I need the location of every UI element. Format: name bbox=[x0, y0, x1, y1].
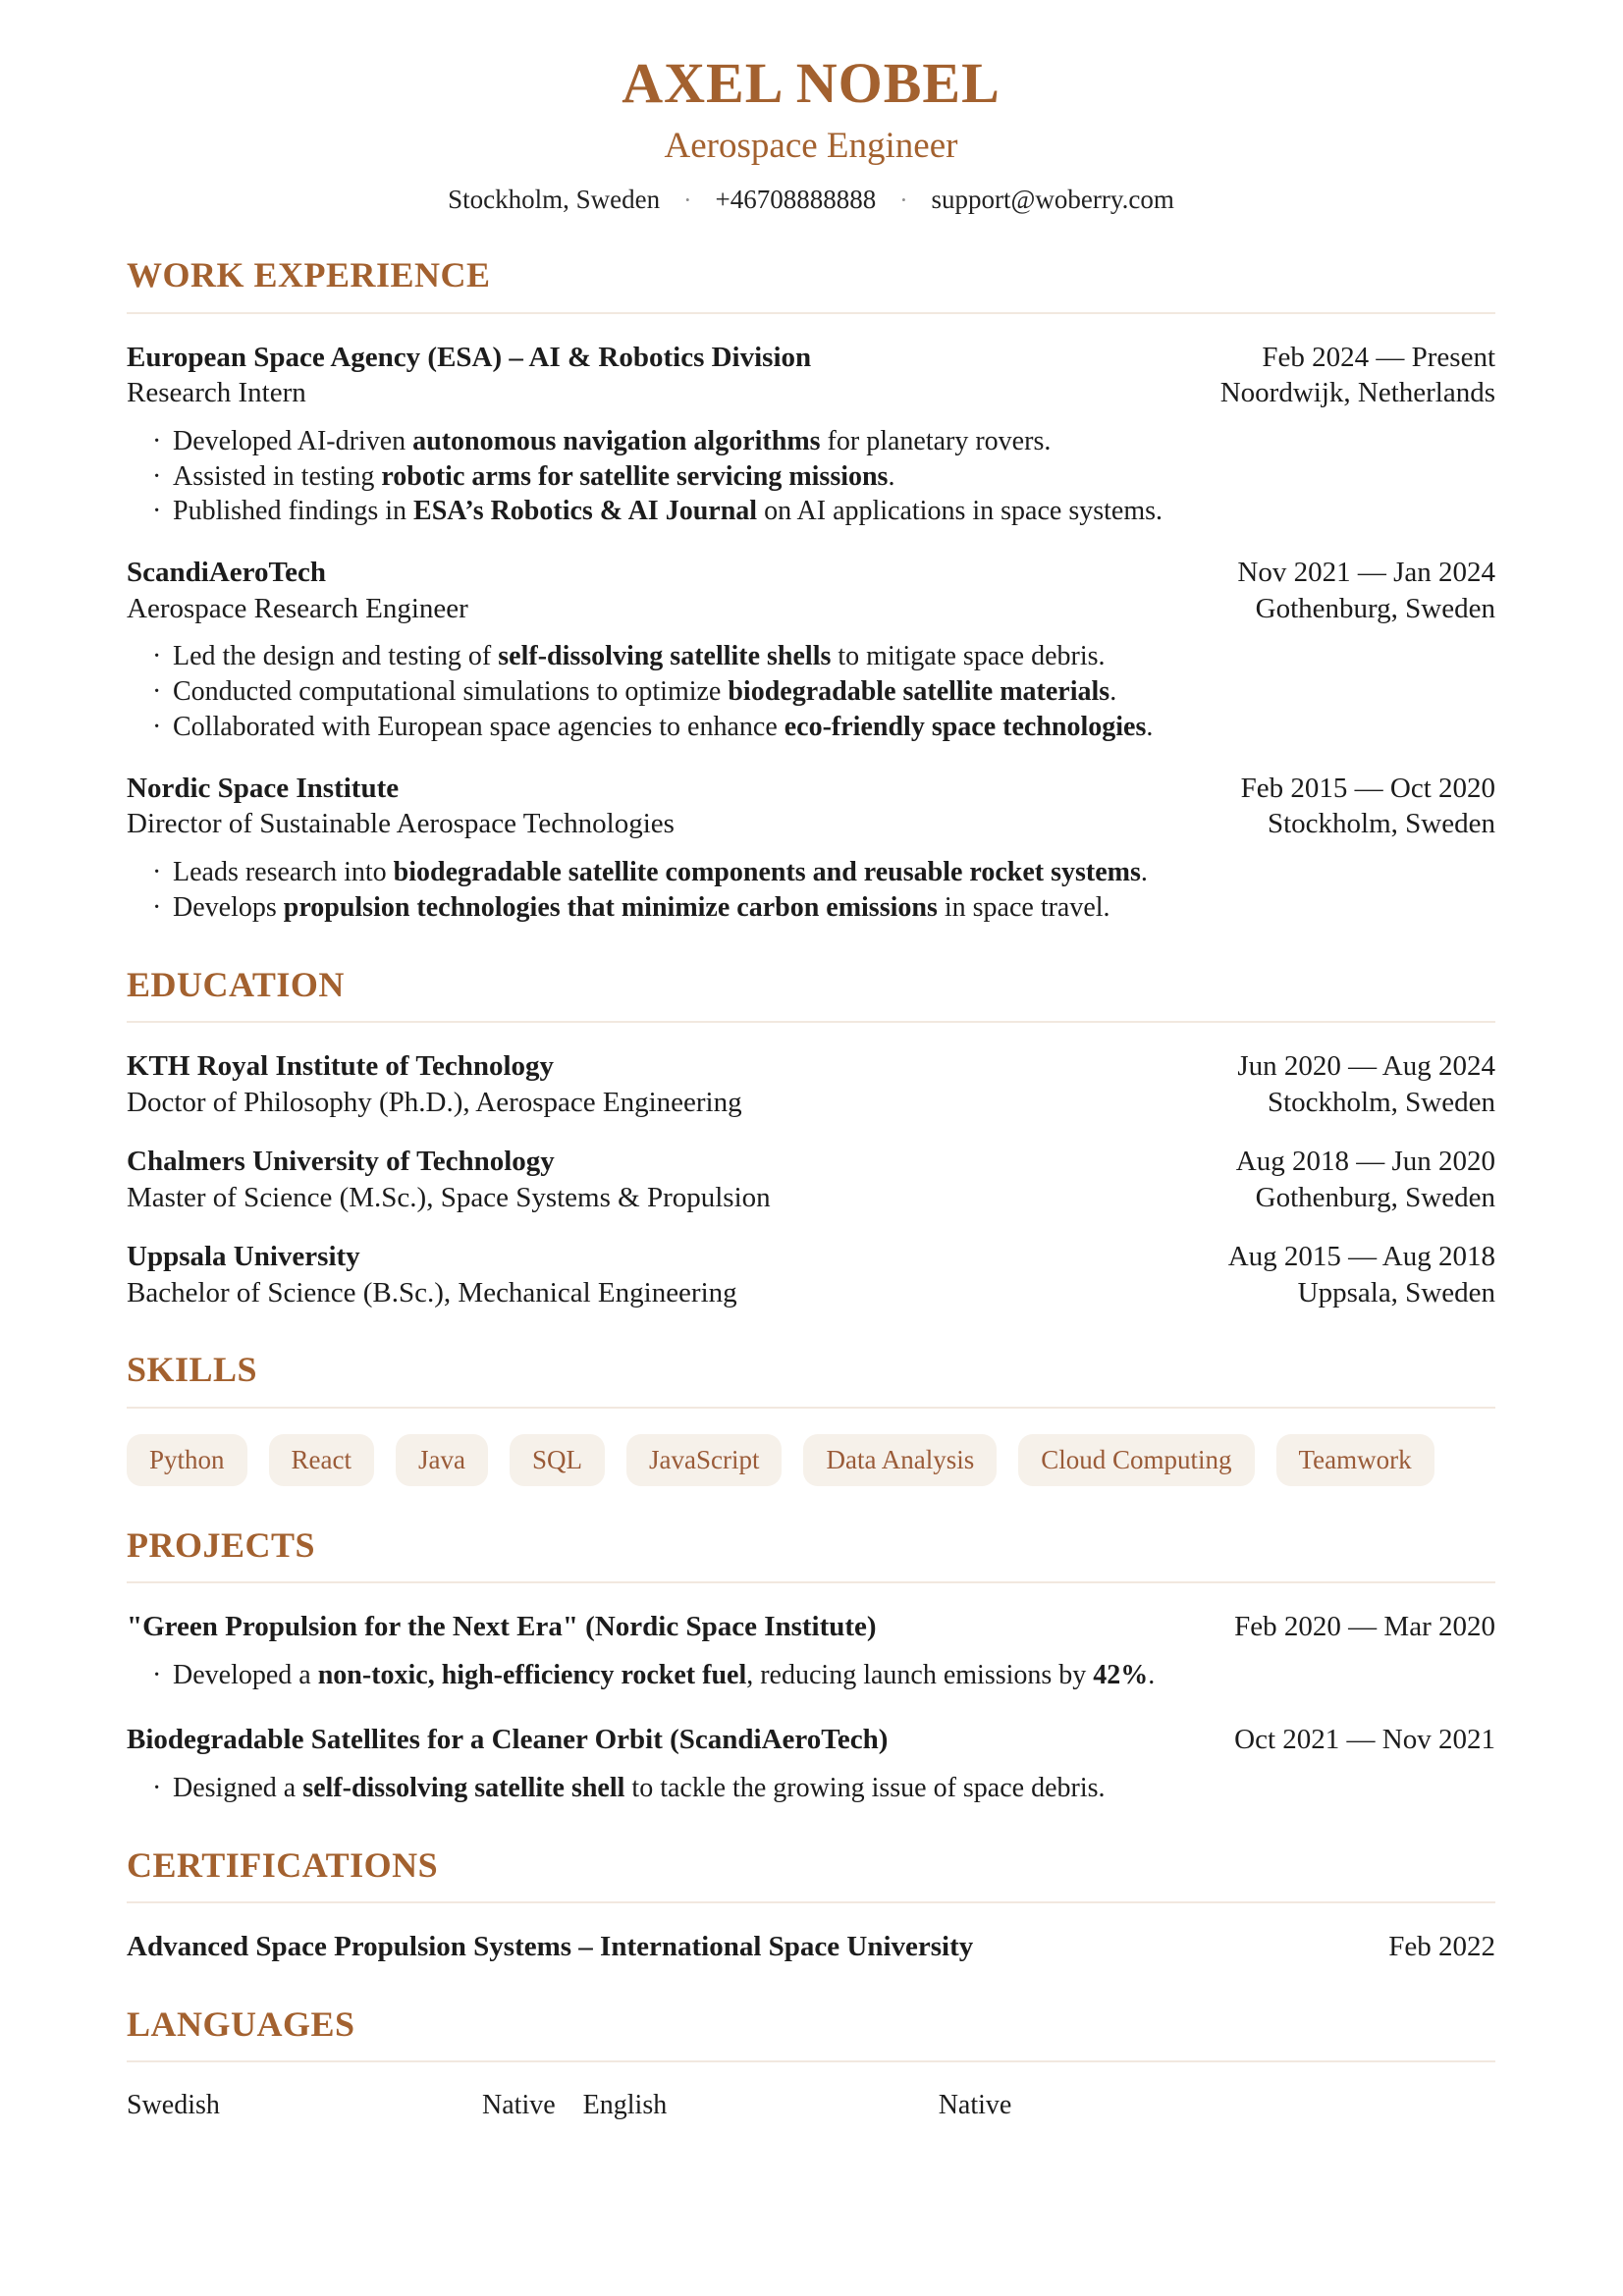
job-location: Stockholm, Sweden bbox=[1268, 808, 1495, 840]
date-range: Nov 2021 — Jan 2024 bbox=[1237, 557, 1495, 589]
resume-header bbox=[127, 51, 1495, 216]
bullet-text: Conducted computational simulations to optimize bbox=[173, 676, 729, 708]
education-entry bbox=[127, 1048, 1495, 1120]
bullet-item bbox=[173, 494, 1495, 529]
section-work-experience bbox=[127, 255, 1495, 925]
education-entry bbox=[127, 1144, 1495, 1215]
contact-location: Stockholm, Sweden bbox=[448, 185, 661, 215]
section-education bbox=[127, 965, 1495, 1311]
dot-separator-icon: · bbox=[899, 187, 908, 215]
bullet-bold-text: 42% bbox=[1093, 1659, 1149, 1690]
bullet-text: Published findings in bbox=[173, 496, 414, 527]
language-name: Swedish bbox=[127, 2090, 220, 2121]
bullet-item bbox=[173, 1658, 1495, 1693]
skill-chip: JavaScript bbox=[626, 1434, 782, 1486]
entry-title-row bbox=[127, 1722, 1495, 1758]
skill-chip: Cloud Computing bbox=[1018, 1434, 1254, 1486]
entry-subtitle-row bbox=[127, 1275, 1495, 1311]
experience-entry bbox=[127, 555, 1495, 745]
bullet-item bbox=[173, 424, 1495, 459]
section-divider bbox=[127, 1407, 1495, 1409]
bullet-text: . bbox=[888, 460, 895, 492]
bullet-text: on AI applications in space systems. bbox=[757, 496, 1163, 527]
bullet-text: Led the design and testing of bbox=[173, 641, 499, 672]
bullet-text: Assisted in testing bbox=[173, 460, 382, 492]
certification-date: Feb 2022 bbox=[1388, 1931, 1495, 1963]
bullet-bold-text: propulsion technologies that minimize carbon emissions bbox=[283, 891, 938, 923]
bullet-text: , reducing launch emissions by bbox=[746, 1659, 1094, 1690]
contact-line bbox=[127, 184, 1495, 216]
bullet-list bbox=[127, 424, 1495, 529]
bullet-text: Designed a bbox=[173, 1772, 303, 1803]
bullet-text: to mitigate space debris. bbox=[831, 641, 1106, 672]
job-role: Research Intern bbox=[127, 377, 306, 409]
bullet-text: Develops bbox=[173, 891, 284, 923]
skills-heading: SKILLS bbox=[127, 1350, 258, 1390]
entry-title-row bbox=[127, 1609, 1495, 1645]
section-divider bbox=[127, 2060, 1495, 2062]
language-name: English bbox=[582, 2090, 668, 2121]
degree-name: Doctor of Philosophy (Ph.D.), Aerospace Engineering bbox=[127, 1086, 742, 1118]
entry-title-row bbox=[127, 1239, 1495, 1275]
school-name: KTH Royal Institute of Technology bbox=[127, 1049, 555, 1082]
bullet-text: in space travel. bbox=[937, 891, 1110, 923]
language-list bbox=[127, 2088, 1495, 2123]
projects-heading: PROJECTS bbox=[127, 1524, 316, 1565]
experience-entry bbox=[127, 340, 1495, 530]
bullet-item bbox=[173, 674, 1495, 710]
entry-title-row bbox=[127, 1929, 1495, 1965]
section-divider bbox=[127, 1581, 1495, 1583]
date-range: Oct 2021 — Nov 2021 bbox=[1234, 1724, 1495, 1756]
work-entries bbox=[127, 340, 1495, 926]
company-name: European Space Agency (ESA) – AI & Robotics Division bbox=[127, 341, 812, 373]
project-title: "Green Propulsion for the Next Era" (Nordic Space Institute) bbox=[127, 1610, 877, 1642]
job-role: Aerospace Research Engineer bbox=[127, 592, 468, 624]
date-range: Feb 2015 — Oct 2020 bbox=[1240, 772, 1495, 804]
bullet-text: to tackle the growing issue of space debris. bbox=[624, 1772, 1106, 1803]
bullet-item bbox=[173, 855, 1495, 890]
bullet-list bbox=[127, 1658, 1495, 1693]
school-location: Uppsala, Sweden bbox=[1297, 1276, 1495, 1308]
school-location: Stockholm, Sweden bbox=[1268, 1086, 1495, 1118]
education-entries bbox=[127, 1048, 1495, 1310]
education-entry bbox=[127, 1239, 1495, 1310]
section-divider bbox=[127, 1901, 1495, 1903]
entry-subtitle-row bbox=[127, 591, 1495, 627]
bullet-list bbox=[127, 1771, 1495, 1806]
certifications-heading: CERTIFICATIONS bbox=[127, 1844, 439, 1885]
contact-email: support@woberry.com bbox=[931, 185, 1174, 215]
bullet-bold-text: self-dissolving satellite shells bbox=[498, 641, 832, 672]
school-name: Uppsala University bbox=[127, 1241, 360, 1273]
date-range: Feb 2024 — Present bbox=[1262, 341, 1495, 373]
skills-chip-list bbox=[127, 1434, 1495, 1486]
bullet-text: for planetary rovers. bbox=[820, 425, 1052, 456]
section-divider bbox=[127, 312, 1495, 314]
dot-separator-icon: · bbox=[683, 187, 692, 215]
project-entry bbox=[127, 1722, 1495, 1805]
skill-chip: Teamwork bbox=[1276, 1434, 1434, 1486]
bullet-list bbox=[127, 855, 1495, 926]
certification-entry bbox=[127, 1929, 1495, 1965]
skill-chip: Java bbox=[396, 1434, 488, 1486]
entry-title-row bbox=[127, 771, 1495, 807]
education-heading: EDUCATION bbox=[127, 964, 345, 1004]
skill-chip: Data Analysis bbox=[803, 1434, 997, 1486]
bullet-bold-text: self-dissolving satellite shell bbox=[302, 1772, 625, 1803]
entry-title-row bbox=[127, 1144, 1495, 1180]
company-name: Nordic Space Institute bbox=[127, 772, 400, 804]
language-item bbox=[583, 2088, 1040, 2123]
date-range: Aug 2018 — Jun 2020 bbox=[1235, 1146, 1495, 1178]
date-range: Jun 2020 — Aug 2024 bbox=[1237, 1049, 1495, 1082]
bullet-text: Developed AI-driven bbox=[173, 425, 413, 456]
work-experience-heading: WORK EXPERIENCE bbox=[127, 255, 491, 295]
entry-title-row bbox=[127, 1048, 1495, 1085]
candidate-name: AXEL NOBEL bbox=[622, 51, 1001, 115]
job-location: Gothenburg, Sweden bbox=[1255, 592, 1495, 624]
section-languages bbox=[127, 2004, 1495, 2124]
bullet-bold-text: biodegradable satellite materials bbox=[728, 676, 1110, 708]
bullet-text: Collaborated with European space agencies to enhance bbox=[173, 712, 784, 743]
entry-subtitle-row bbox=[127, 1085, 1495, 1121]
project-title: Biodegradable Satellites for a Cleaner Orbit (ScandiAeroTech) bbox=[127, 1724, 889, 1756]
section-projects bbox=[127, 1525, 1495, 1806]
bullet-item bbox=[173, 710, 1495, 745]
bullet-text: Developed a bbox=[173, 1659, 318, 1690]
languages-heading: LANGUAGES bbox=[127, 2003, 355, 2044]
school-name: Chalmers University of Technology bbox=[127, 1146, 555, 1178]
skill-chip: SQL bbox=[510, 1434, 605, 1486]
project-entries bbox=[127, 1609, 1495, 1806]
certification-title: Advanced Space Propulsion Systems – International Space University bbox=[127, 1931, 974, 1963]
bullet-text: Leads research into bbox=[173, 856, 394, 887]
entry-title-row bbox=[127, 340, 1495, 376]
bullet-text: . bbox=[1109, 676, 1117, 708]
project-entry bbox=[127, 1609, 1495, 1692]
bullet-bold-text: biodegradable satellite components and reusable rocket systems bbox=[393, 856, 1141, 887]
bullet-text: . bbox=[1146, 712, 1154, 743]
contact-phone: +46708888888 bbox=[715, 185, 877, 215]
entry-subtitle-row bbox=[127, 806, 1495, 842]
entry-subtitle-row bbox=[127, 1180, 1495, 1216]
skill-chip: React bbox=[269, 1434, 374, 1486]
bullet-bold-text: non-toxic, high-efficiency rocket fuel bbox=[317, 1659, 747, 1690]
skill-chip: Python bbox=[127, 1434, 247, 1486]
job-role: Director of Sustainable Aerospace Technologies bbox=[127, 808, 675, 840]
bullet-bold-text: eco-friendly space technologies bbox=[784, 712, 1147, 743]
section-divider bbox=[127, 1021, 1495, 1023]
language-item bbox=[127, 2088, 583, 2123]
experience-entry bbox=[127, 771, 1495, 926]
entry-subtitle-row bbox=[127, 375, 1495, 411]
school-location: Gothenburg, Sweden bbox=[1255, 1181, 1495, 1213]
degree-name: Bachelor of Science (B.Sc.), Mechanical Engineering bbox=[127, 1276, 737, 1308]
date-range: Feb 2020 — Mar 2020 bbox=[1234, 1610, 1495, 1642]
certification-entries bbox=[127, 1929, 1495, 1965]
bullet-bold-text: autonomous navigation algorithms bbox=[412, 425, 821, 456]
section-certifications bbox=[127, 1845, 1495, 1965]
language-level: Native bbox=[938, 2090, 1012, 2121]
section-skills bbox=[127, 1350, 1495, 1485]
bullet-item bbox=[173, 459, 1495, 495]
candidate-job-title: Aerospace Engineer bbox=[664, 125, 958, 166]
bullet-text: . bbox=[1148, 1659, 1156, 1690]
company-name: ScandiAeroTech bbox=[127, 557, 327, 589]
bullet-item bbox=[173, 890, 1495, 926]
bullet-item bbox=[173, 639, 1495, 674]
bullet-item bbox=[173, 1771, 1495, 1806]
date-range: Aug 2015 — Aug 2018 bbox=[1227, 1241, 1495, 1273]
bullet-bold-text: robotic arms for satellite servicing missions bbox=[381, 460, 889, 492]
bullet-bold-text: ESA’s Robotics & AI Journal bbox=[413, 496, 758, 527]
degree-name: Master of Science (M.Sc.), Space Systems & Propulsion bbox=[127, 1181, 771, 1213]
entry-title-row bbox=[127, 555, 1495, 591]
language-level: Native bbox=[482, 2090, 556, 2121]
bullet-list bbox=[127, 639, 1495, 744]
bullet-text: . bbox=[1140, 856, 1148, 887]
job-location: Noordwijk, Netherlands bbox=[1219, 377, 1495, 409]
